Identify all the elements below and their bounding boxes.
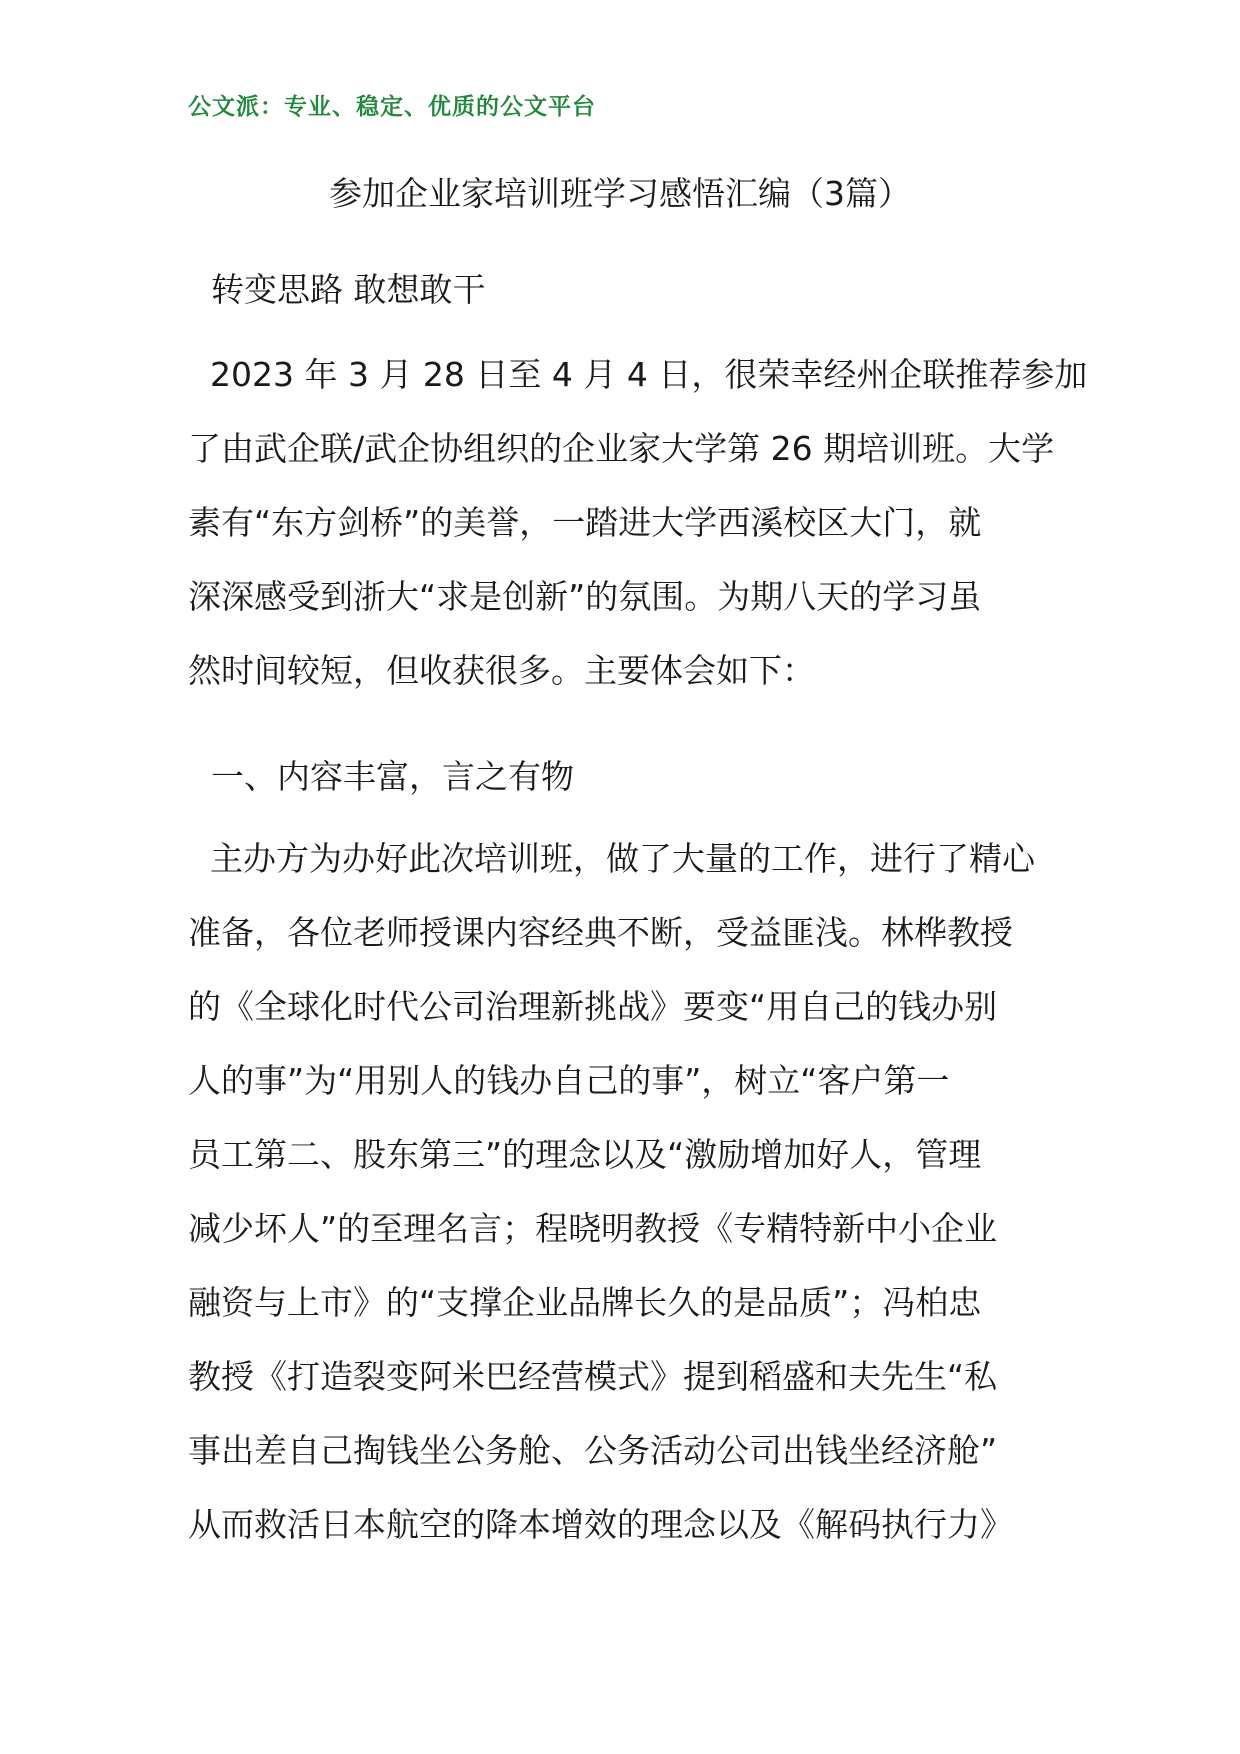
platform-tagline: 公文派：专业、稳定、优质的公文平台 — [188, 93, 596, 120]
paragraph-content — [188, 822, 1058, 1562]
paragraph-line: 的《全球化时代公司治理新挑战》要变“用自己的钱办别 — [188, 987, 998, 1026]
paragraph-line: 然时间较短，但收获很多。主要体会如下： — [188, 651, 815, 690]
paragraph-intro — [188, 338, 1088, 708]
paragraph-line: 了由武企联/武企协组织的企业家大学第 26 期培训班。大学 — [188, 429, 1055, 468]
paragraph-line: 从而救活日本航空的降本增效的理念以及《解码执行力》 — [188, 1505, 1013, 1544]
paragraph-line: 减少坏人”的至理名言；程晓明教授《专精特新中小企业 — [188, 1209, 998, 1248]
paragraph-line: 融资与上市》的“支撑企业品牌长久的是品质”；冯柏忠 — [188, 1283, 982, 1322]
paragraph-line: 深深感受到浙大“求是创新”的氛围。为期八天的学习虽 — [188, 577, 982, 616]
paragraph-line: 主办方为办好此次培训班，做了大量的工作，进行了精心 — [210, 839, 1035, 878]
paragraph-line: 事出差自己掏钱坐公务舱、公务活动公司出钱坐经济舱” — [188, 1431, 998, 1470]
section-heading: 一、内容丰富，言之有物 — [211, 757, 574, 796]
paragraph-line: 2023 年 3 月 28 日至 4 月 4 日，很荣幸经州企联推荐参加 — [210, 355, 1088, 394]
paragraph-line: 准备，各位老师授课内容经典不断，受益匪浅。林桦教授 — [188, 913, 1013, 952]
paragraph-line: 人的事”为“用别人的钱办自己的事”，树立“客户第一 — [188, 1061, 950, 1100]
paragraph-line: 素有“东方剑桥”的美誉，一踏进大学西溪校区大门，就 — [188, 503, 982, 542]
document-subtitle: 转变思路 敢想敢干 — [211, 270, 486, 309]
paragraph-line: 员工第二、股东第三”的理念以及“激励增加好人，管理 — [188, 1135, 982, 1174]
document-title: 参加企业家培训班学习感悟汇编（3篇） — [329, 174, 911, 213]
paragraph-line: 教授《打造裂变阿米巴经营模式》提到稻盛和夫先生“私 — [188, 1357, 998, 1396]
